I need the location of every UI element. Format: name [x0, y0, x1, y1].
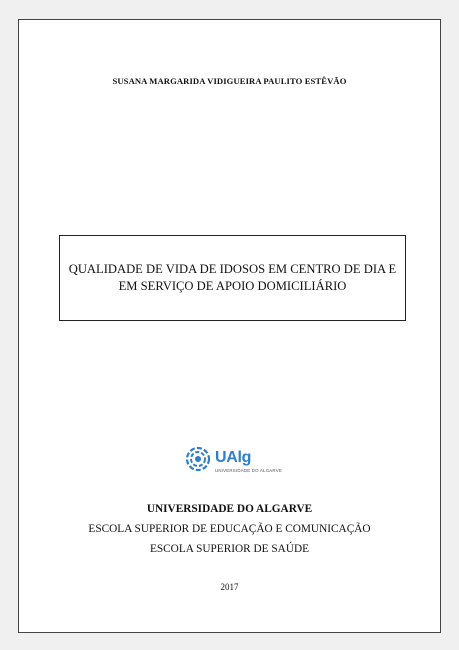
title-line-1: QUALIDADE DE VIDA DE IDOSOS EM CENTRO DE DIA E	[68, 262, 397, 276]
logo-wordmark: UAlg	[215, 449, 252, 466]
title-line-2: EM SERVIÇO DE APOIO DOMICILIÁRIO	[118, 279, 347, 293]
university-logo	[186, 444, 298, 476]
ualg-logo-icon	[186, 444, 214, 474]
title-box	[59, 235, 406, 321]
document-page	[18, 19, 441, 633]
publication-year: 2017	[220, 582, 239, 592]
school-name-2: ESCOLA SUPERIOR DE SAÚDE	[149, 543, 310, 555]
logo-subtitle: UNIVERSIDADE DO ALGARVE	[215, 468, 282, 473]
university-name: UNIVERSIDADE DO ALGARVE	[146, 503, 313, 515]
author-name: SUSANA MARGARIDA VIDIGUEIRA PAULITO ESTÊVÃO	[112, 76, 347, 86]
school-name-1: ESCOLA SUPERIOR DE EDUCAÇÃO E COMUNICAÇÃO	[88, 523, 371, 535]
